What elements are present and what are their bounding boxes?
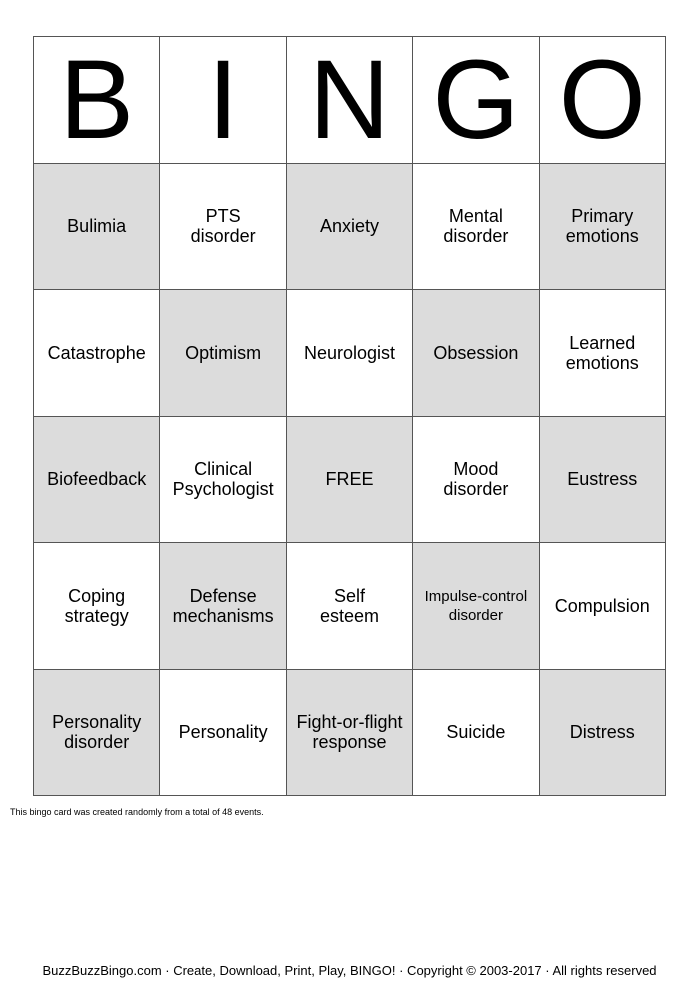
cell-text: Personality xyxy=(178,722,268,743)
bingo-card xyxy=(33,36,666,796)
bingo-cell xyxy=(160,417,286,544)
bingo-cell xyxy=(160,543,286,670)
free-space-cell xyxy=(287,417,413,544)
bingo-cell xyxy=(540,290,666,417)
bingo-cell xyxy=(540,164,666,291)
bingo-cell xyxy=(287,543,413,670)
bingo-cell xyxy=(287,290,413,417)
cell-text: PTS disorder xyxy=(190,206,256,247)
cell-text: Defense mechanisms xyxy=(172,585,274,626)
cell-text: Suicide xyxy=(446,722,506,743)
cell-text: Biofeedback xyxy=(47,469,147,490)
cell-text: Compulsion xyxy=(554,595,650,616)
bingo-cell xyxy=(413,290,539,417)
bingo-cell xyxy=(540,670,666,797)
header-letter-b: B xyxy=(34,37,160,164)
bingo-cell xyxy=(287,164,413,291)
bingo-cell xyxy=(160,290,286,417)
cell-text: Personality disorder xyxy=(52,712,142,753)
bingo-cell xyxy=(540,417,666,544)
cell-text: Coping strategy xyxy=(64,585,129,626)
cell-text: Fight-or-flight response xyxy=(296,712,403,753)
cell-text: Eustress xyxy=(567,469,638,490)
bingo-cell xyxy=(34,543,160,670)
cell-text: Neurologist xyxy=(303,342,396,363)
bingo-cell xyxy=(413,543,539,670)
bingo-cell xyxy=(287,670,413,797)
bingo-cell xyxy=(34,417,160,544)
card-generation-note: This bingo card was created randomly from a total of 48 events. xyxy=(10,807,264,817)
bingo-cell xyxy=(540,543,666,670)
cell-text: Primary emotions xyxy=(565,206,639,247)
bingo-cell xyxy=(34,290,160,417)
bingo-cell xyxy=(34,164,160,291)
bingo-cell xyxy=(160,164,286,291)
cell-text: Mental disorder xyxy=(443,206,509,247)
cell-text: Obsession xyxy=(433,342,519,363)
bingo-cell xyxy=(34,670,160,797)
cell-text: Learned emotions xyxy=(565,332,639,373)
header-letter-i: I xyxy=(160,37,286,164)
bingo-cell xyxy=(413,670,539,797)
header-letter-g: G xyxy=(413,37,539,164)
cell-text: Catastrophe xyxy=(47,342,146,363)
header-letter-o: O xyxy=(540,37,666,164)
cell-text: FREE xyxy=(325,469,374,490)
cell-text: Impulse-control disorder xyxy=(424,587,528,624)
cell-text: Mood disorder xyxy=(443,459,509,500)
cell-text: Distress xyxy=(569,722,635,743)
cell-text: Self esteem xyxy=(319,585,379,626)
footer-copyright: BuzzBuzzBingo.com · Create, Download, Print, Play, BINGO! · Copyright © 2003-2017 · All rights reserved xyxy=(42,963,657,978)
header-letter-n: N xyxy=(287,37,413,164)
cell-text: Clinical Psychologist xyxy=(172,459,274,500)
cell-text: Optimism xyxy=(185,342,262,363)
bingo-cell xyxy=(160,670,286,797)
bingo-cell xyxy=(413,417,539,544)
cell-text: Bulimia xyxy=(67,216,127,237)
bingo-cell xyxy=(413,164,539,291)
cell-text: Anxiety xyxy=(319,216,379,237)
